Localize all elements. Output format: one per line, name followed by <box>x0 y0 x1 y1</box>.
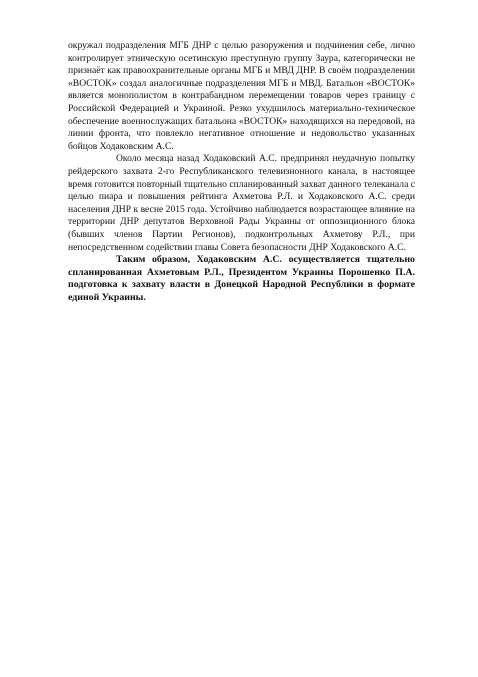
paragraph-conclusion: Таким образом, Ходаковским А.С. осуществляется тщательно спланированная Ахметовым Р.Л., Президентом Украины Порошенко П.А. подготовка к захвату власти в Донецкой Народной Республики в формате единой Украины. <box>68 254 415 303</box>
paragraph-tv-channel: Около месяца назад Ходаковский А.С. предпринял неудачную попытку рейдерского захвата 2-го Республиканского телевизионного канала, в настоящее время готовится повторный тщательно спланированный захват данного телеканала с целью пиара и повышения рейтинга Ахметова Р.Л. и Ходаковского А.С. среди населения ДНР к весне 2015 года. Устойчиво наблюдается возрастающее влияние на территории ДНР депутатов Верховной Рады Украины от оппозиционного блока (бывших членов Партии Регионов), подконтрольных Ахметову Р.Л., при непосредственном содействии главы Совета безопасности ДНР Ходаковского А.С. <box>68 153 415 253</box>
paragraph-vostok-battalion: окружал подразделения МГБ ДНР с целью разоружения и подчинения себе, лично контролирует этническую осетинскую преступную группу Заура, категорически не признаёт как правоохранительные органы МГБ и МВД ДНР. В своём подразделении «ВОСТОК» создал аналогичные подразделения МГБ и МВД. Батальон «ВОСТОК» является монополистом в контрабандном перемещении товаров через границу с Российской Федерацией и Украиной. Резко ухудшилось материально-техническое обеспечение военнослужащих батальона «ВОСТОК» находящихся на передовой, на линии фронта, что повлекло негативное отношение и недовольство указанных бойцов Ходаковским А.С. <box>68 40 415 152</box>
document-body <box>68 40 415 304</box>
